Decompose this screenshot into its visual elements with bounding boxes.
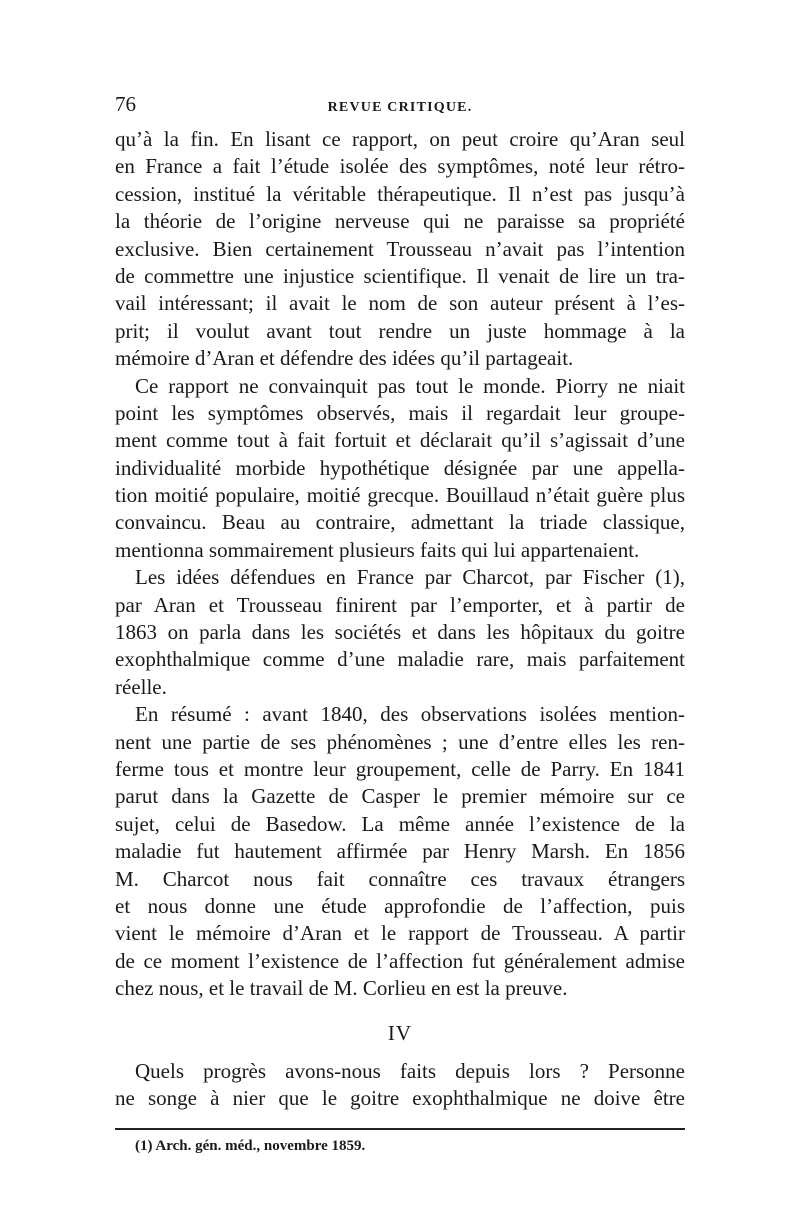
section-heading: IV	[387, 1020, 413, 1045]
text-line: 1863 on parla dans les sociétés et dans les hôpitaux du goitre	[115, 620, 685, 645]
text-line: individualité morbide hypothétique désignée par une appella-	[115, 455, 685, 480]
body-text-continued	[115, 1058, 685, 1113]
text-line: de ce moment l’existence de l’affection fut généralement admise	[115, 948, 685, 973]
text-line: prit; il voulut avant tout rendre un juste hommage à la	[115, 318, 685, 343]
text-line: vient le mémoire d’Aran et le rapport de Trousseau. A partir	[115, 921, 685, 946]
text-line: ne songe à nier que le goitre exophthalmique ne doive être	[115, 1085, 685, 1110]
text-line: tion moitié populaire, moitié grecque. Bouillaud n’était guère plus	[115, 483, 685, 508]
text-line: et nous donne une étude approfondie de l’affection, puis	[115, 893, 685, 918]
text-line: en France a fait l’étude isolée des symptômes, noté leur rétro-	[115, 154, 685, 179]
running-head: REVUE CRITIQUE.	[327, 100, 473, 115]
footnote: (1) Arch. gén. méd., novembre 1859.	[135, 1138, 366, 1155]
text-line: parut dans la Gazette de Casper le premier mémoire sur ce	[115, 784, 685, 809]
text-line: de commettre une injustice scientifique. Il venait de lire un tra-	[115, 263, 685, 288]
text-line: cession, institué la véritable thérapeutique. Il n’est pas jusqu’à	[115, 181, 685, 206]
text-line: ment comme tout à fait fortuit et déclarait qu’il s’agissait d’une	[115, 428, 685, 453]
page	[115, 92, 685, 1155]
text-line: nent une partie de ses phénomènes ; une d’entre elles les ren-	[115, 729, 685, 754]
footnote-rule	[115, 1128, 685, 1130]
text-line: sujet, celui de Basedow. La même année l’existence de la	[115, 811, 685, 836]
text-line: réelle.	[115, 674, 167, 699]
text-line: convaincu. Beau au contraire, admettant la triade classique,	[115, 510, 685, 535]
text-line: Quels progrès avons-nous faits depuis lors ? Personne	[135, 1058, 685, 1083]
text-line: la théorie de l’origine nerveuse qui ne paraisse sa propriété	[115, 209, 685, 234]
text-line: exclusive. Bien certainement Trousseau n’avait pas l’intention	[115, 236, 685, 261]
text-line: M. Charcot nous fait connaître ces travaux étrangers	[115, 866, 685, 891]
body-text	[115, 126, 685, 1003]
text-line: point les symptômes observés, mais il regardait leur groupe-	[115, 400, 685, 425]
text-line: maladie fut hautement affirmée par Henry Marsh. En 1856	[115, 839, 685, 864]
text-line: En résumé : avant 1840, des observations isolées mention-	[135, 702, 685, 727]
text-line: ferme tous et montre leur groupement, celle de Parry. En 1841	[115, 756, 685, 781]
text-line: chez nous, et le travail de M. Corlieu en est la preuve.	[115, 976, 568, 1001]
text-line: mémoire d’Aran et défendre des idées qu’il partageait.	[115, 346, 574, 371]
text-line: exophthalmique comme d’une maladie rare, mais parfaitement	[115, 647, 685, 672]
page-number: 76	[115, 92, 136, 116]
text-line: par Aran et Trousseau finirent par l’emporter, et à partir de	[115, 592, 685, 617]
text-line: mentionna sommairement plusieurs faits qui lui appartenaient.	[115, 537, 640, 562]
text-line: qu’à la fin. En lisant ce rapport, on peut croire qu’Aran seul	[115, 127, 685, 151]
page-header	[115, 92, 685, 126]
text-line: vail intéressant; il avait le nom de son auteur présent à l’es-	[115, 291, 685, 316]
text-line: Ce rapport ne convainquit pas tout le monde. Piorry ne niait	[135, 373, 685, 398]
text-line: Les idées défendues en France par Charcot, par Fischer (1),	[135, 565, 685, 590]
